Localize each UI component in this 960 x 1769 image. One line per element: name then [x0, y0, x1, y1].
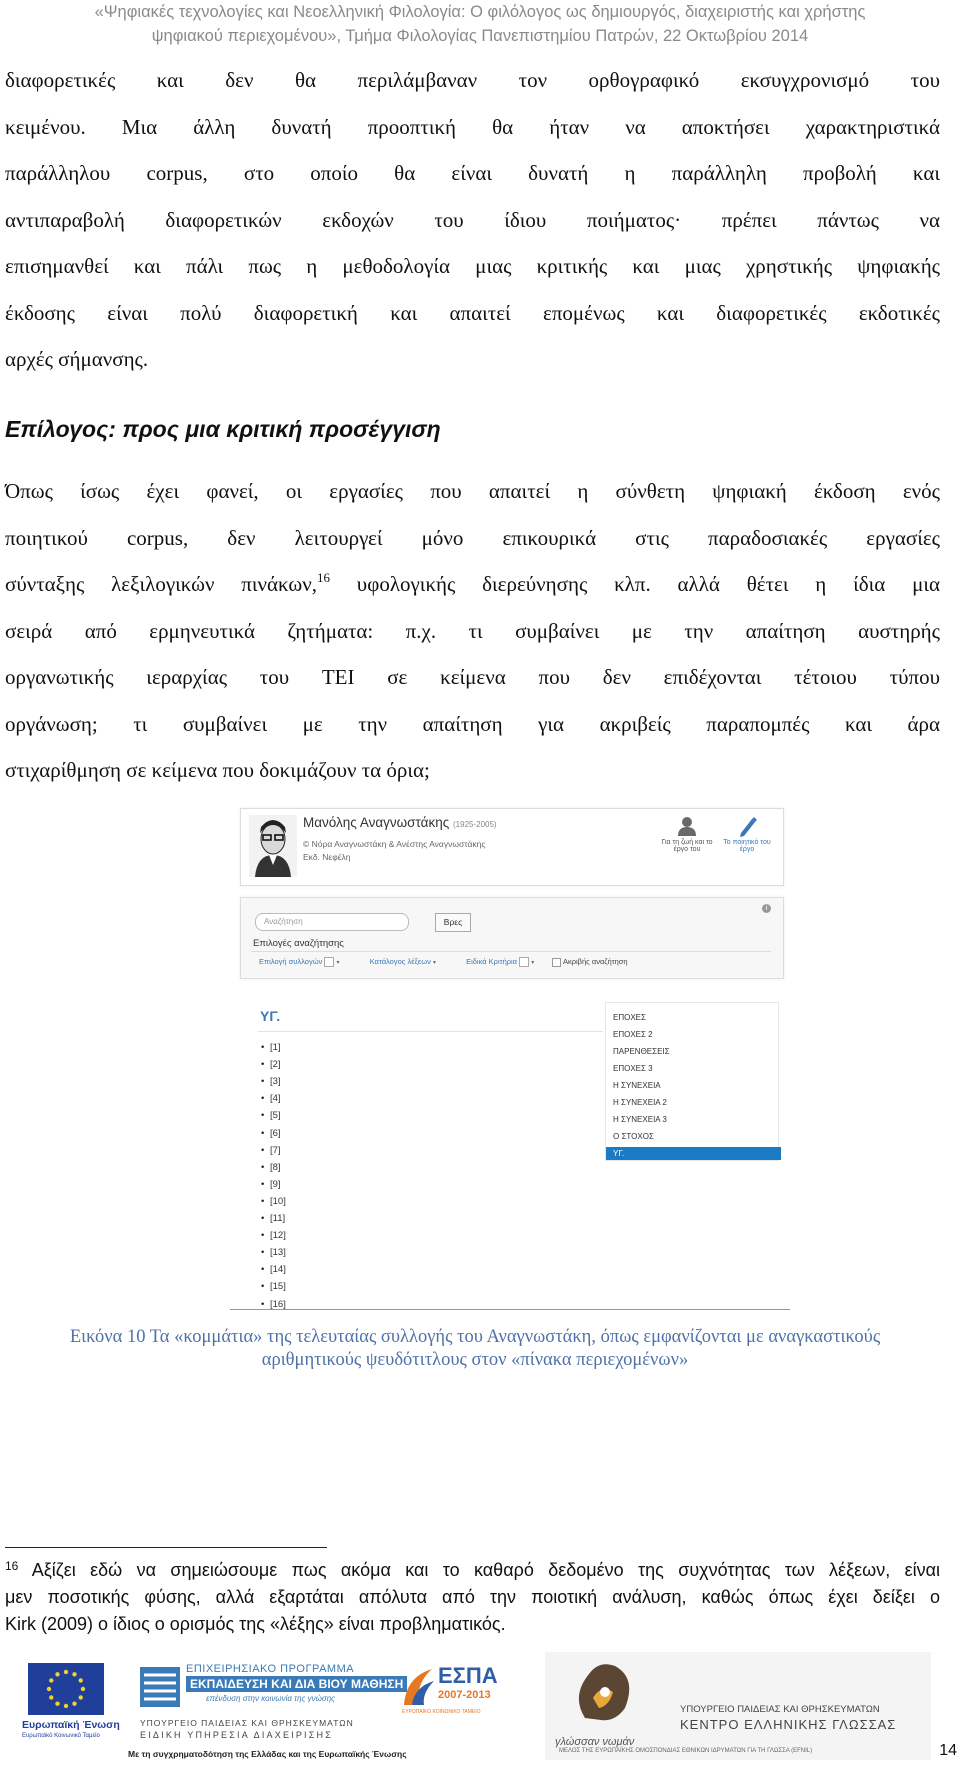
eu-star-icon — [64, 1704, 68, 1708]
toc-item[interactable]: • [7] — [270, 1145, 281, 1156]
section-heading: Επίλογος: προς μια κριτική προσέγγιση — [5, 416, 441, 442]
bio-button[interactable]: Για τη ζωή και το έργο του — [659, 815, 715, 853]
toc-item[interactable]: • [13] — [270, 1247, 286, 1258]
toc-item[interactable]: • [4] — [270, 1093, 281, 1104]
search-options-label: Επιλογές αναζήτησης — [253, 938, 344, 949]
toc-item[interactable]: • [10] — [270, 1196, 286, 1207]
toc-item[interactable]: • [3] — [270, 1076, 281, 1087]
running-header — [0, 0, 960, 48]
epeaek-logo: ΕΠΙΧΕΙΡΗΣΙΑΚΟ ΠΡΟΓΡΑΜΜΑ ΕΚΠΑΙΔΕΥΣΗ ΚΑΙ ΔΙΑ ΒΙΟΥ ΜΑΘΗΣΗ επένδυση στην κοινωνία της γνώσης — [140, 1663, 390, 1713]
search-button[interactable]: Βρες — [435, 913, 471, 932]
running-header-line1: «Ψηφιακές τεχνολογίες και Νεοελληνική Φιλολογία: Ο φιλόλογος ως δημιουργός, διαχειριστής και χρήστης — [94, 3, 866, 21]
copyright-icon: © — [303, 839, 310, 849]
text-line: κειμένου. Μια άλλη δυνατή προοπτική θα ήταν να αποκτήσει χαρακτηριστικά — [5, 114, 940, 139]
toc-item[interactable]: • [14] — [270, 1264, 286, 1275]
espa-flame-icon — [402, 1667, 436, 1707]
poet-header-card — [240, 808, 784, 886]
chevron-down-icon: ▾ — [531, 960, 535, 966]
poetic-work-button[interactable]: Το ποιητικό του έργο — [717, 815, 777, 853]
dropdown-option[interactable]: Ο ΣΤΟΧΟΣ — [613, 1132, 654, 1141]
text-line: σειρά από ερμηνευτικά ζητήματα: π.χ. τι συμβαίνει με την απαίτηση αυστηρής — [5, 618, 940, 643]
collections-dropdown[interactable]: Επιλογή συλλογών ▾ — [259, 957, 340, 966]
divider — [258, 1031, 603, 1032]
eu-star-icon — [79, 1678, 83, 1682]
chevron-down-icon: ▾ — [432, 960, 436, 966]
divider — [251, 951, 771, 952]
toc-item[interactable]: • [15] — [270, 1281, 286, 1292]
footnote: $^{16}$ Αξίζει εδώ να σημειώσουμε πως ακόμα και το καθαρό δεδομένο της συχνότητας των λέξεων, είναι μεν ποσοτικής φύσης, αλλά εξαρτάται απόλυτα από την ποιοτική ανάλυση, καθώς όπως έχει δείξει ο Kirk (2009) ο ίδιος ο ορισμός της «λέξης» είναι προβληματικός. — [5, 1559, 940, 1634]
poet-portrait — [249, 815, 297, 877]
toc-item[interactable]: • [11] — [270, 1213, 285, 1224]
book-icon — [140, 1663, 180, 1711]
eu-star-icon — [55, 1702, 59, 1706]
footnote-number: 16 — [5, 1559, 19, 1573]
chevron-down-icon: ▾ — [336, 960, 340, 966]
text-line: στιχαρίθμηση σε κείμενα που δοκιμάζουν τα όρια; — [5, 758, 430, 782]
eu-star-icon — [81, 1687, 85, 1691]
text-line: οργανωτικής ιεραρχίας του TEI σε κείμενα που δεν επιδέχονται τέτοιου τύπου — [5, 665, 940, 689]
eu-star-icon — [72, 1702, 76, 1706]
exact-search-checkbox[interactable]: Ακριβής αναζήτηση — [552, 957, 627, 966]
text-line: διαφορετικές και δεν θα περιλάμβαναν τον ορθογραφικό εκσυγχρονισμό του — [5, 68, 940, 92]
eu-star-icon — [55, 1672, 59, 1676]
text-line: οργάνωση; τι συμβαίνει με την απαίτηση για ακριβείς παραπομπές και άρα — [5, 711, 940, 736]
cofunding-note: Με τη συγχρηματοδότηση της Ελλάδας και της Ευρωπαϊκής Ένωσης — [128, 1749, 407, 1759]
person-icon — [677, 815, 697, 837]
toc-item[interactable]: • [12] — [270, 1230, 286, 1241]
text-line-with-footnote: σύνταξης λεξιλογικών πινάκων,$^{16}$ υφολογικής διερεύνησης κλπ. αλλά θέτει η ίδια μια — [5, 570, 940, 596]
eu-star-icon — [79, 1695, 83, 1699]
dropdown-option[interactable]: ΥΓ. — [606, 1147, 781, 1160]
footnote-rule — [5, 1547, 327, 1548]
keg-logo: γλώσσαν νωμάν ΥΠΟΥΡΓΕΙΟ ΠΑΙΔΕΙΑΣ ΚΑΙ ΘΡΗΣΚΕΥΜΑΤΩΝ ΚΕΝΤΡΟ ΕΛΛΗΝΙΚΗΣ ΓΛΩΣΣΑΣ ΜΕΛΟΣ ΤΗΣ ΕΥΡΩΠΑΪΚΗΣ ΟΜΟΣΠΟΝΔΙΑΣ ΕΘΝΙΚΩΝ ΙΔΡΥΜΑΤΩΝ ΓΙΑ ΤΗ ΓΛΩΣΣΑ (EFNIL) — [545, 1652, 931, 1760]
eu-star-icon — [47, 1687, 51, 1691]
dropdown-option[interactable]: ΕΠΟΧΕΣ 2 — [613, 1030, 653, 1039]
search-input[interactable]: Αναζήτηση — [255, 913, 409, 931]
eu-flag-logo — [28, 1663, 104, 1715]
figure-caption: Εικόνα 10 Τα «κομμάτια» της τελευταίας συλλογής του Αναγνωστάκη, όπως εμφανίζονται με αναγκαστικούς αριθμητικούς ψευδότιτλους στον «πίνακα περιεχομένων» — [69, 1327, 881, 1370]
dropdown-option[interactable]: ΠΑΡΕΝΘΕΣΕΙΣ — [613, 1047, 670, 1056]
espa-logo: ΕΣΠΑ 2007-2013 ΕΥΡΩΠΑΪΚΟ ΚΟΙΝΩΝΙΚΟ ΤΑΜΕΙΟ — [402, 1663, 498, 1715]
pen-icon — [737, 815, 757, 837]
page-number: 14 — [939, 1742, 957, 1759]
editors: Νόρα Αναγνωστάκη & Ανέστης Αναγνωστάκης — [311, 839, 486, 849]
eu-sub: Ευρωπαϊκό Κοινωνικό Ταμείο — [22, 1733, 100, 1739]
eu-star-icon — [49, 1695, 53, 1699]
toc-item[interactable]: • [5] — [270, 1110, 281, 1121]
criteria-dropdown[interactable]: Ειδικά Κριτήρια ▾ — [466, 957, 535, 966]
eu-label: Ευρωπαϊκή Ένωση — [22, 1719, 120, 1731]
toc-item[interactable]: • [16] — [270, 1299, 286, 1310]
running-header-line2: ψηφιακού περιεχομένου», Τμήμα Φιλολογίας Πανεπιστημίου Πατρών, 22 Οκτωβρίου 2014 — [151, 27, 809, 45]
toc-item[interactable]: • [9] — [270, 1179, 281, 1190]
search-panel — [240, 897, 784, 979]
publisher: Εκδ. Νεφέλη — [303, 852, 351, 862]
text-line: Όπως ίσως έχει φανεί, οι εργασίες που απαιτεί η σύνθετη ψηφιακή έκδοση ενός — [5, 479, 940, 503]
info-icon[interactable]: i — [762, 904, 771, 913]
footnote-reference[interactable]: 16 — [317, 570, 330, 585]
eu-star-icon — [49, 1678, 53, 1682]
dropdown-option[interactable]: Η ΣΥΝΕΧΕΙΑ — [613, 1081, 661, 1090]
toc-item[interactable]: • [6] — [270, 1128, 281, 1139]
owl-emblem-icon — [565, 1656, 645, 1726]
poet-name: Μανόλης Αναγνωστάκης — [303, 815, 450, 830]
dropdown-option[interactable]: ΕΠΟΧΕΣ 3 — [613, 1064, 653, 1073]
text-line: παράλληλου corpus, στο οποίο θα είναι δυνατή η παράλληλη προβολή και — [5, 161, 940, 185]
toc-title: ΥΓ. — [260, 1008, 281, 1024]
text-line: αρχές σήμανσης. — [5, 347, 149, 371]
text-line: επισημανθεί και πάλι πως η μεθοδολογία μιας κριτικής και μιας χρηστικής ψηφιακής — [5, 254, 940, 278]
text-line: έκδοσης είναι πολύ διαφορετική και απαιτεί επομένως και διαφορετικές εκδοτικές — [5, 300, 940, 325]
dropdown-option[interactable]: ΕΠΟΧΕΣ — [613, 1013, 646, 1022]
figure-bottom-rule — [230, 1309, 790, 1310]
eu-star-icon — [72, 1672, 76, 1676]
toc-item[interactable]: • [8] — [270, 1162, 281, 1173]
text-line: αντιπαραβολή διαφορετικών εκδοχών του ίδιου ποιήματος· πρέπει πάντως να — [5, 207, 940, 232]
text-line: ποιητικού corpus, δεν λειτουργεί μόνο επικουρικά στις παραδοσιακές εργασίες — [5, 525, 940, 550]
wordlist-dropdown[interactable]: Κατάλογος λέξεων ▾ — [369, 957, 436, 966]
toc-item[interactable]: • [2] — [270, 1059, 281, 1070]
dropdown-option[interactable]: Η ΣΥΝΕΧΕΙΑ 2 — [613, 1098, 667, 1107]
dropdown-option[interactable]: Η ΣΥΝΕΧΕΙΑ 3 — [613, 1115, 667, 1124]
poet-years: (1925-2005) — [453, 820, 497, 829]
eu-star-icon — [64, 1670, 68, 1674]
paragraph-epilogue — [5, 468, 940, 794]
paragraph-continued — [5, 57, 940, 383]
toc-item[interactable]: • [1] — [270, 1042, 281, 1053]
